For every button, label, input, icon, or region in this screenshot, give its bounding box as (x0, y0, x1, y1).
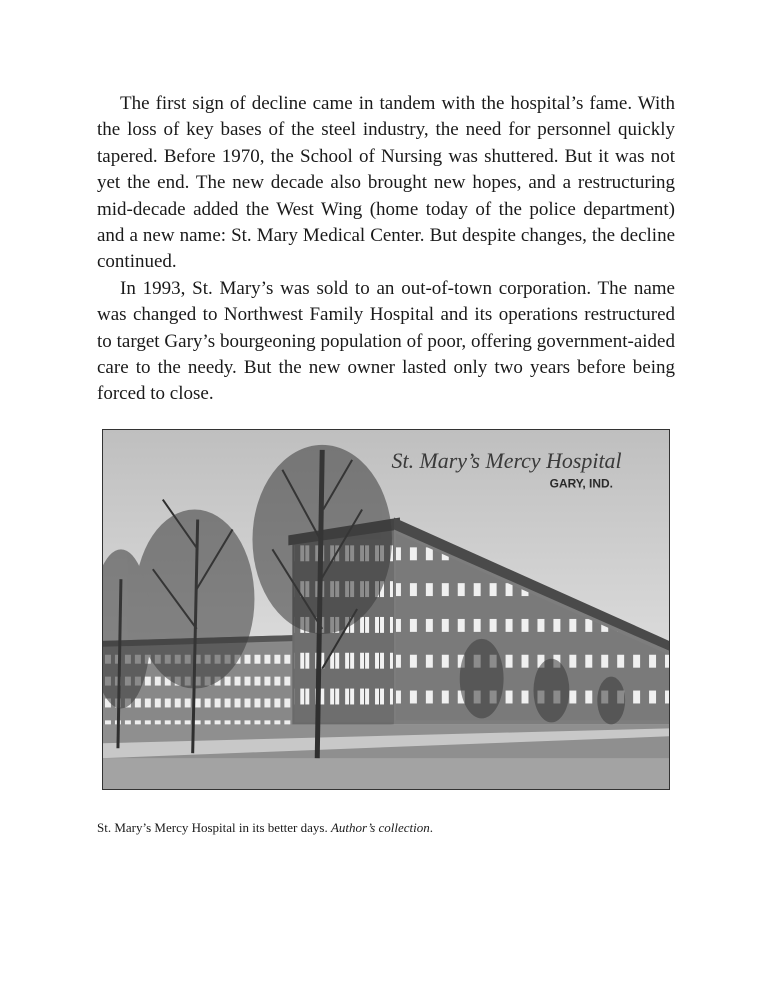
hospital-postcard-image (102, 429, 670, 790)
postcard-illustration (103, 430, 669, 789)
paragraph-sale: In 1993, St. Mary’s was sold to an out-of-town corporation. The name was changed to Northwest Family Hospital and its operations restructured to target Gary’s bourgeoning population of poor, offering government-aided care to the needy. But the new owner lasted only two years before being forced to close. (97, 277, 675, 405)
caption-credit: Author’s collection (330, 820, 430, 835)
caption-period: . (429, 820, 434, 835)
postcard-title: St. Mary’s Mercy Hospital (391, 447, 622, 473)
caption-text: St. Mary’s Mercy Hospital in its better days. (97, 820, 328, 835)
body-text (97, 91, 675, 408)
paragraph-decline: The first sign of decline came in tandem with the hospital’s fame. With the loss of key bases of the steel industry, the need for personnel quickly tapered. Before 1970, the School of Nursing was shuttered. But it was not yet the end. The new decade also brought new hopes, and a restructuring mid-decade added the West Wing (home today of the police department) and a new name: St. Mary Medical Center. But despite changes, the decline continued. (97, 93, 675, 273)
figure-caption (97, 818, 433, 838)
postcard-location: GARY, IND. (549, 476, 613, 491)
